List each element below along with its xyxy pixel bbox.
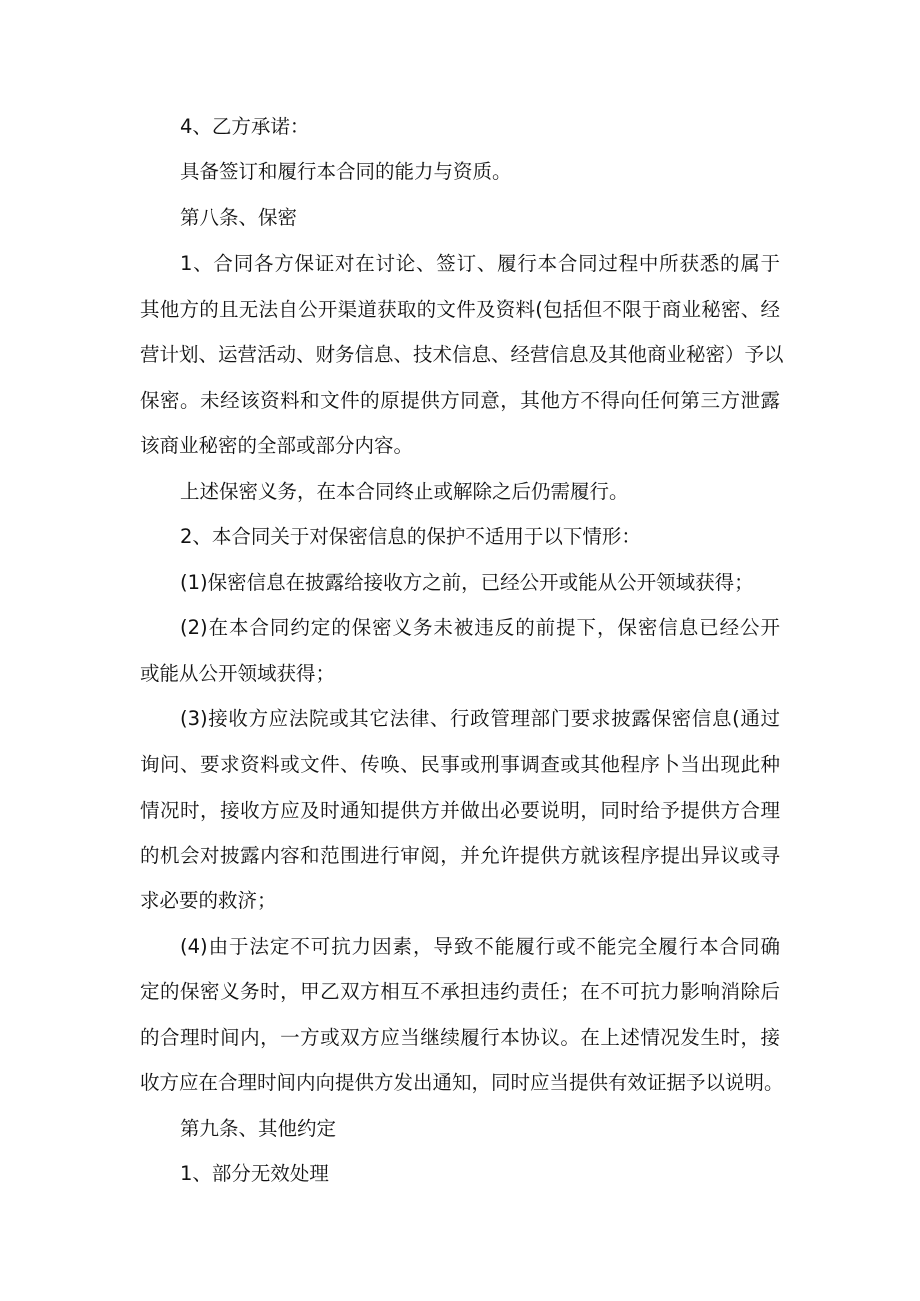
paragraph-line: 2、本合同关于对保密信息的保护不适用于以下情形： [180, 525, 641, 548]
paragraph-line: 该商业秘密的全部或部分内容。 [140, 434, 414, 457]
paragraph-line: 保密。未经该资料和文件的原提供方同意，其他方不得向任何第三方泄露 [140, 389, 780, 412]
paragraph-line: 的机会对披露内容和范围进行审阅，并允许提供方就该程序提出异议或寻 [140, 844, 780, 867]
paragraph-line: 收方应在合理时间内向提供方发出通知，同时应当提供有效证据予以说明。 [140, 1071, 784, 1094]
section-heading: 第九条、其他约定 [180, 1117, 337, 1140]
paragraph-line: 定的保密义务时，甲乙双方相互不承担违约责任；在不可抗力影响消除后 [140, 980, 780, 1003]
paragraph-line: 的合理时间内，一方或双方应当继续履行本协议。在上述情况发生时，接 [140, 1026, 780, 1049]
paragraph-line: 具备签订和履行本合同的能力与资质。 [180, 160, 512, 183]
paragraph-line: (1)保密信息在披露给接收方之前，已经公开或能从公开领域获得； [180, 571, 754, 594]
paragraph-line: 1、合同各方保证对在讨论、签订、履行本合同过程中所获悉的属于 [180, 252, 780, 275]
paragraph-line: 营计划、运营活动、财务信息、技术信息、经营信息及其他商业秘密）予以 [140, 343, 784, 366]
paragraph-line: 情况时，接收方应及时通知提供方并做出必要说明，同时给予提供方合理 [140, 799, 780, 822]
paragraph-line: (4)由于法定不可抗力因素，导致不能履行或不能完全履行本合同确 [180, 935, 780, 958]
section-heading: 第八条、保密 [180, 206, 298, 229]
paragraph-line: 询问、要求资料或文件、传唤、民事或刑事调查或其他程序卜当出现此种 [140, 753, 780, 776]
paragraph-line: 1、部分无效处理 [180, 1162, 329, 1185]
paragraph-line: 4、乙方承诺： [180, 115, 310, 138]
paragraph-line: 其他方的且无法自公开渠道获取的文件及资料(包括但不限于商业秘密、经 [140, 298, 780, 321]
paragraph-line: 求必要的救济； [140, 889, 277, 912]
paragraph-line: (2)在本合同约定的保密义务未被违反的前提下，保密信息已经公开 [180, 616, 780, 639]
paragraph-line: 上述保密义务，在本合同终止或解除之后仍需履行。 [180, 480, 629, 503]
paragraph-line: 或能从公开领域获得； [140, 662, 336, 685]
paragraph-line: (3)接收方应法院或其它法律、行政管理部门要求披露保密信息(通过 [180, 707, 780, 730]
